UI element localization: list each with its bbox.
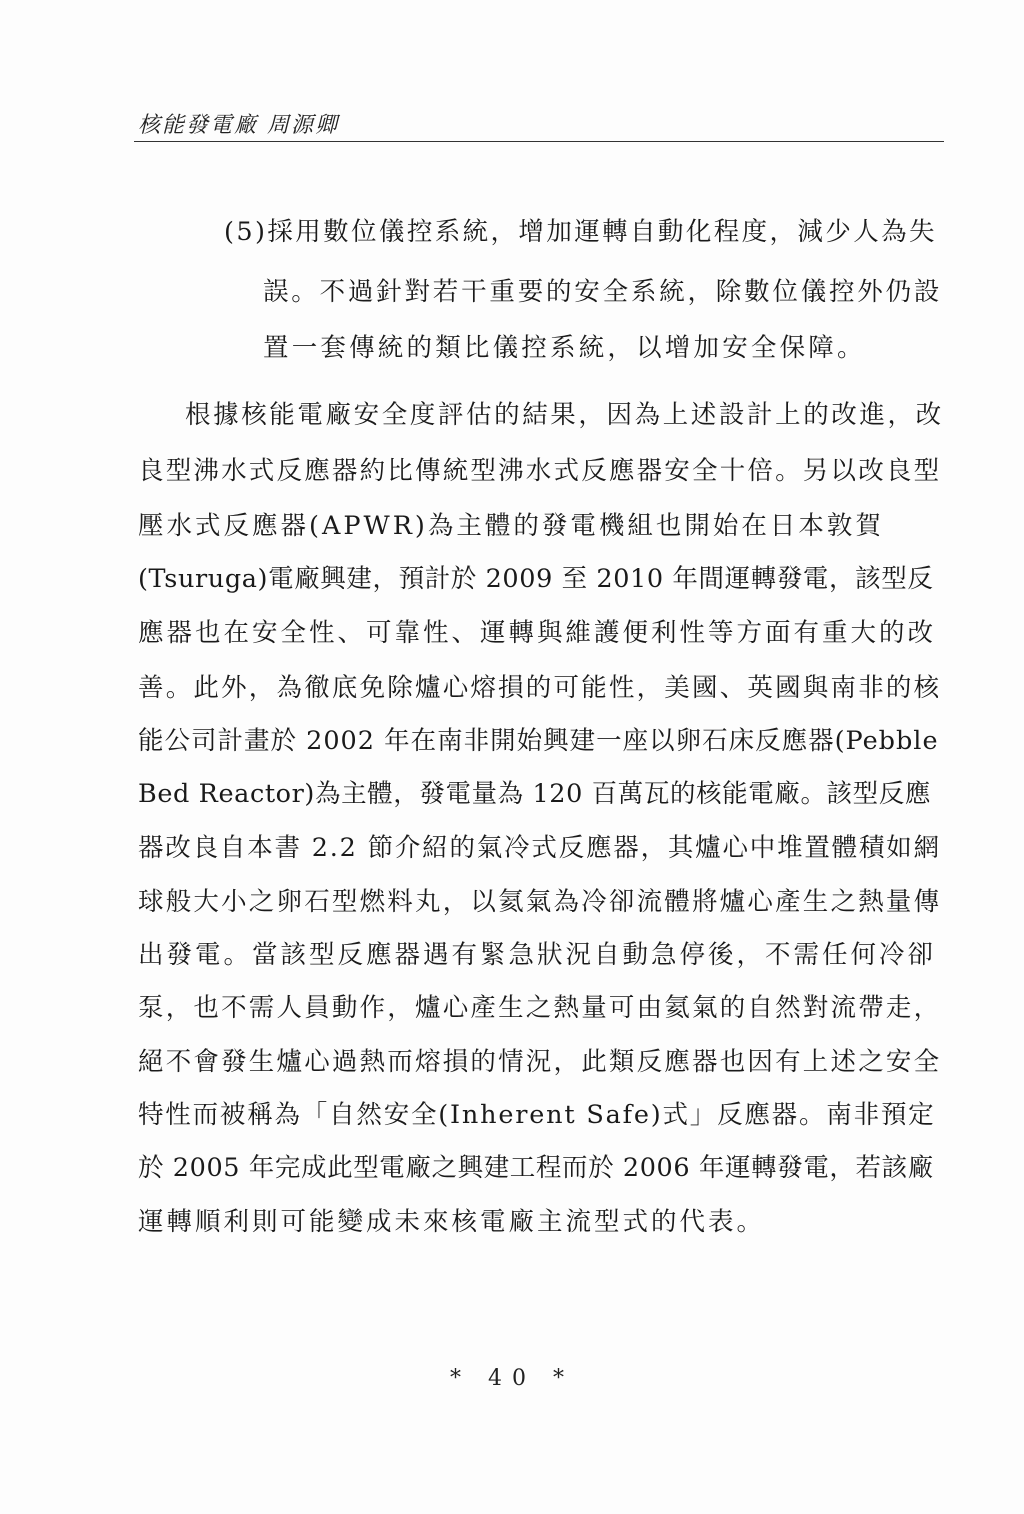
- paragraph-line: (Tsuruga)電廠興建，預計於 2009 至 2010 年間運轉發電，該型反: [138, 564, 934, 594]
- list-item-line: 誤。不過針對若干重要的安全系統，除數位儀控外仍設: [263, 277, 943, 307]
- paragraph-line: 善。此外，為徹底免除爐心熔損的可能性，美國、英國與南非的核: [138, 673, 942, 703]
- paragraph-line: 出發電。當該型反應器遇有緊急狀況自動急停後，不需任何冷卻: [138, 940, 937, 970]
- running-header: 核能發電廠 周源卿: [138, 113, 339, 138]
- page-number: * 40 *: [450, 1366, 574, 1391]
- header-rule: [134, 141, 944, 142]
- list-item-line: 置一套傳統的類比儀控系統，以增加安全保障。: [263, 333, 866, 363]
- paragraph-line: 運轉順利則可能變成未來核電廠主流型式的代表。: [138, 1207, 766, 1237]
- paragraph-line: 能公司計畫於 2002 年在南非開始興建一座以卵石床反應器(Pebble: [138, 726, 939, 756]
- paragraph-line: 良型沸水式反應器約比傳統型沸水式反應器安全十倍。另以改良型: [138, 456, 942, 486]
- paragraph-line: 應器也在安全性、可靠性、運轉與維護便利性等方面有重大的改: [138, 618, 937, 648]
- paragraph-line: 絕不會發生爐心過熱而熔損的情況，此類反應器也因有上述之安全: [138, 1047, 942, 1077]
- list-item-line: (5)採用數位儀控系統，增加運轉自動化程度，減少人為失: [224, 217, 937, 247]
- paragraph-line: 泵，也不需人員動作，爐心產生之熱量可由氦氣的自然對流帶走，: [138, 993, 942, 1023]
- paragraph-line: 特性而被稱為「自然安全(Inherent Safe)式」反應器。南非預定: [138, 1100, 936, 1130]
- paragraph-line: Bed Reactor)為主體，發電量為 120 百萬瓦的核能電廠。該型反應: [138, 779, 931, 809]
- paragraph-line: 器改良自本書 2.2 節介紹的氣冷式反應器，其爐心中堆置體積如網: [138, 833, 941, 863]
- paragraph-line: 根據核能電廠安全度評估的結果，因為上述設計上的改進，改: [185, 400, 944, 430]
- paragraph-line: 球般大小之卵石型燃料丸，以氦氣為冷卻流體將爐心產生之熱量傳: [138, 887, 942, 917]
- paragraph-line: 於 2005 年完成此型電廠之興建工程而於 2006 年運轉發電，若該廠: [138, 1153, 934, 1183]
- paragraph-line: 壓水式反應器(APWR)為主體的發電機組也開始在日本敦賀: [138, 511, 884, 541]
